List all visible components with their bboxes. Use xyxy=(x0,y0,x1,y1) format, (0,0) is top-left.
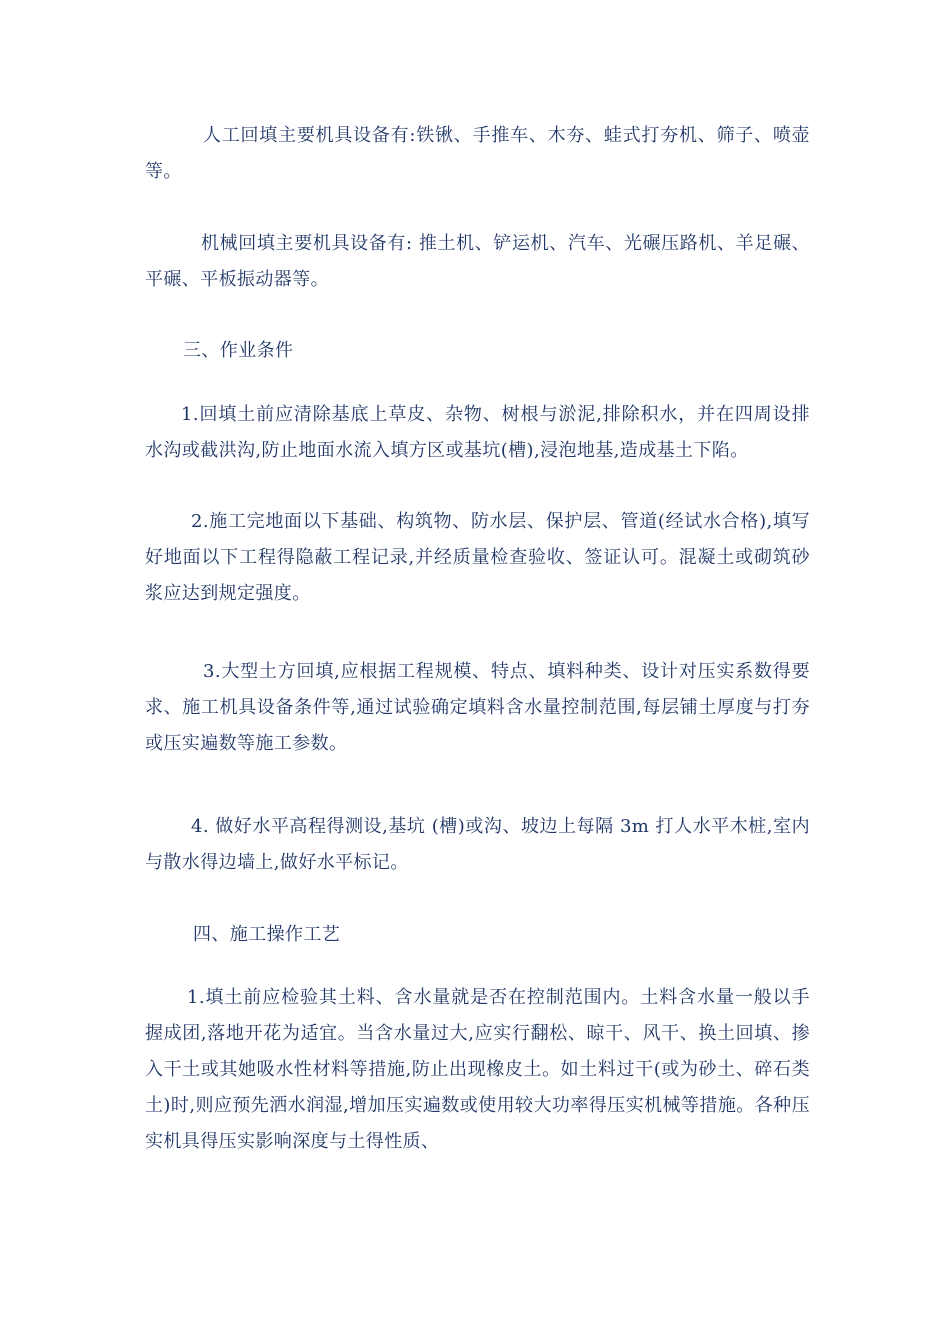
section-heading-work-conditions: 三、作业条件 xyxy=(183,340,294,361)
paragraph-condition-2: 2.施工完地面以下基础、构筑物、防水层、保护层、管道(经试水合格),填写好地面以下工程得隐蔽工程记录,并经质量检查验收、签证认可。混凝土或砌筑砂浆应达到规定强度。 xyxy=(145,511,810,604)
section-heading-construction-process: 四、施工操作工艺 xyxy=(193,924,341,945)
paragraph-manual-backfill-tools: 人工回填主要机具设备有:铁锹、手推车、木夯、蛙式打夯机、筛子、喷壶等。 xyxy=(145,125,810,182)
paragraph-condition-3: 3.大型土方回填,应根据工程规模、特点、填料种类、设计对压实系数得要求、施工机具设备条件等,通过试验确定填料含水量控制范围,每层铺土厚度与打夯或压实遍数等施工参数。 xyxy=(145,661,810,754)
paragraph-process-1: 1.填土前应检验其土料、含水量就是否在控制范围内。土料含水量一般以手握成团,落地开花为适宜。当含水量过大,应实行翻松、晾干、风干、换土回填、掺入干土或其她吸水性材料等措施,防止出现橡皮土。如土料过干(或为砂土、碎石类土)时,则应预先洒水润湿,增加压实遍数或使用较大功率得压实机械等措施。各种压实机具得压实影响深度与土得性质、 xyxy=(145,987,810,1152)
paragraph-condition-4: 4. 做好水平高程得测设,基坑 (槽)或沟、坡边上每隔 3m 打人水平木桩,室内与散水得边墙上,做好水平标记。 xyxy=(145,816,810,873)
paragraph-condition-1: 1.回填土前应清除基底上草皮、杂物、树根与淤泥,排除积水，并在四周设排水沟或截洪沟,防止地面水流入填方区或基坑(槽),浸泡地基,造成基土下陷。 xyxy=(145,404,810,461)
paragraph-mechanical-backfill-tools: 机械回填主要机具设备有: 推土机、铲运机、汽车、光碾压路机、羊足碾、平碾、平板振动器等。 xyxy=(145,233,810,290)
